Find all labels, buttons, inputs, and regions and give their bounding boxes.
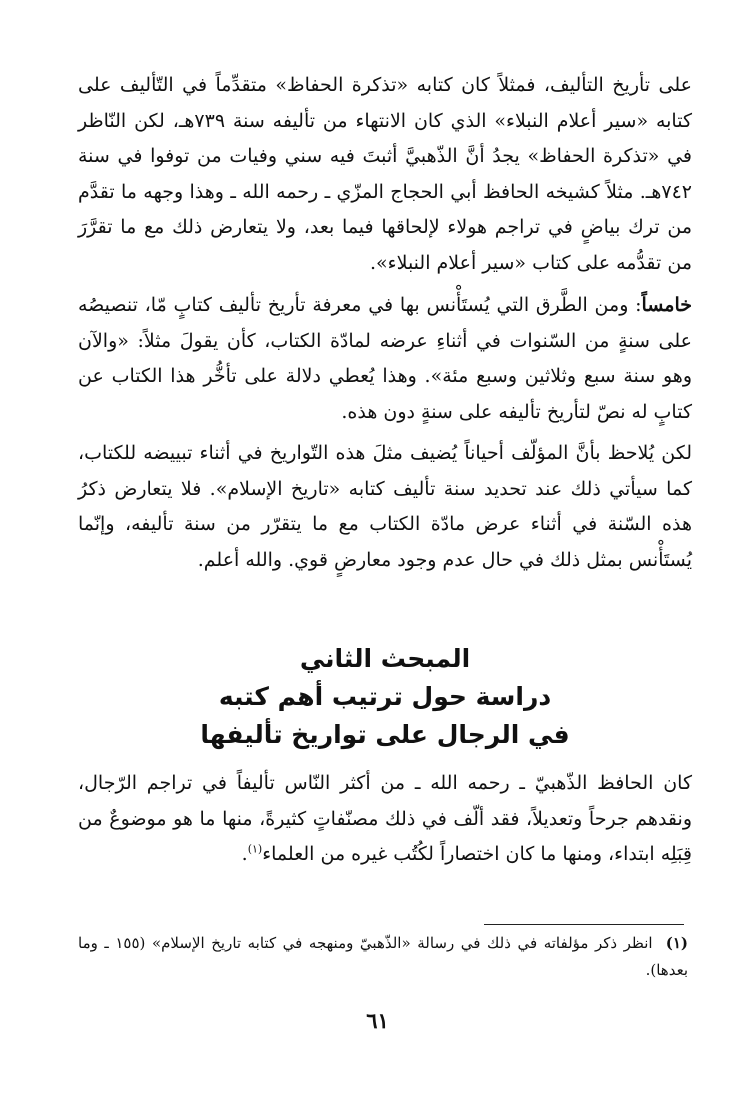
heading-line-1: المبحث الثاني (299, 644, 471, 673)
section-heading (78, 640, 692, 754)
footnote-text: انظر ذكر مؤلفاته في ذلك في رسالة «الذّهبيّ ومنهجه في كتابه تاريخ الإسلام» (١٥٥ ـ وما بعدها). (78, 934, 688, 979)
footnote-divider (484, 924, 684, 925)
paragraph-text: : ومن الطَّرق التي يُستَأْنس بها في معرفة تأريخ تأليف كتابٍ مّا، تنصيصُه على سنةٍ من السّنوات في أثناءِ عرضه لمادّة الكتاب، كأن يقولَ مثلاً: «والآن وهو سنة سبع وثلاثين وسبع مئة». وهذا يُعطي دلالة على تأخُّر هذا الكتاب عن كتابٍ له نصّ لتأريخ تأليفه على سنةٍ دون هذه. (78, 294, 692, 423)
paragraph-fifth-method (78, 288, 692, 430)
paragraph-end-punctuation: . (241, 843, 248, 865)
paragraph-date-of-authorship (78, 68, 692, 281)
paragraph-text: لكن يُلاحظ بأنَّ المؤلّف أحياناً يُضيف مثلَ هذه التّواريخ في أثناء تبييضه للكتاب، كما سيأتي ذلك عند تحديد سنة تأليف كتابه «تاريخ الإسلام». فلا يتعارض ذكرُ هذه السّنة في أثناء عرض مادّة الكتاب مع ما يتقرّر من سنة تأليفه، وإنّما يُستَأْنس بمثل ذلك في حال عدم وجود معارضٍ قوي. والله أعلم. (78, 442, 692, 571)
paragraph-text: كان الحافظ الذّهبيّ ـ رحمه الله ـ من أكثر النّاس تأليفاً في تراجم الرّجال، ونقدهم جرحاً وتعديلاً، فقد ألّف في ذلك مصنّفاتٍ كثيرةً، منها ما هو موضوعٌ من قِبَلِه ابتداء، ومنها ما كان اختصاراً لكُتُب غيره من العلماء (78, 772, 692, 865)
page-number: ٦١ (366, 1008, 389, 1033)
heading-line-3: في الرجال على تواريخ تأليفها (200, 720, 570, 749)
paragraph-text: على تأريخ التأليف، فمثلاً كان كتابه «تذكرة الحفاظ» متقدِّماً في التّأليف على كتابه «سير أعلام النبلاء» الذي كان الانتهاء من تأليفه سنة ٧٣٩هـ، لكن النّاظر في «تذكرة الحفاظ» يجدُ أنَّ الذّهبيَّ أثبتَ فيه سني وفيات من توفوا في سنة ٧٤٢هـ. مثلاً كشيخه الحافظ أبي الحجاج المزّي ـ رحمه الله ـ وهذا وجهه ما تقدَّم من ترك بياضٍ في تراجم هولاء لإلحاقها فيما بعد، ولا يتعارض ذلك مع ما تقرَّرَ من تقدُّمه على كتاب «سير أعلام النبلاء». (78, 74, 692, 274)
footnote (78, 930, 688, 984)
paragraph-caveat (78, 436, 692, 578)
footnote-reference[interactable]: (١) (247, 842, 263, 856)
paragraph-intro-section (78, 766, 692, 873)
footnote-number: (١) (665, 934, 688, 952)
heading-line-2: دراسة حول ترتيب أهم كتبه (218, 682, 552, 711)
paragraph-lead-word: خامساً (641, 294, 692, 316)
